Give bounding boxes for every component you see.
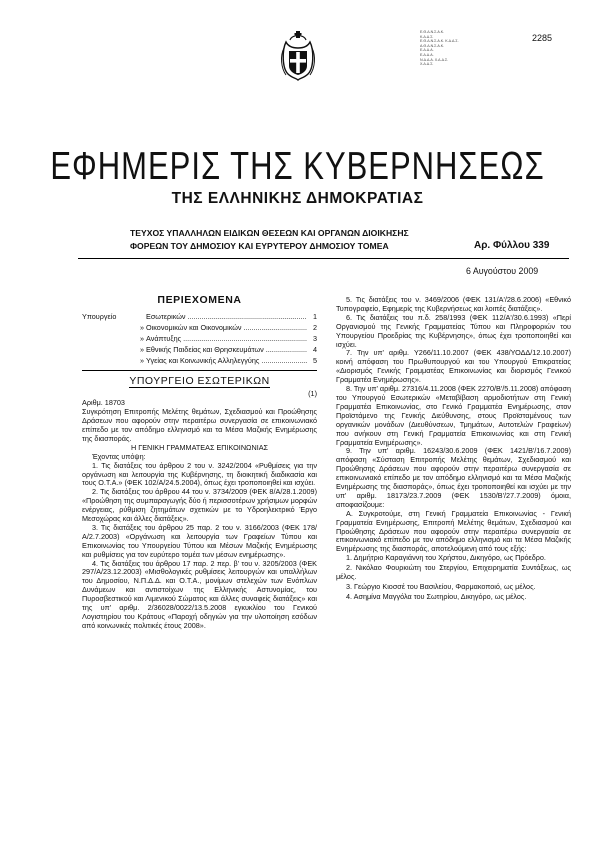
toc-page: 3 (312, 333, 317, 343)
committee-member: 1. Δημήτριο Καραγιάννη του Χρήστου, Δικηγόρο, ως Πρόεδρο. (346, 553, 546, 563)
decision-title: Συγκρότηση Επιτροπής Μελέτης θεμάτων, Σχεδιασμού και Προώθησης Δράσεων που αφορούν στην περαιτέρω συνεργασία σε επικοινωνιακό επίπεδο με τον απόδημο ελληνισμό και τα Μέσα Μαζικής Ενημέρωσης της διασποράς. (82, 407, 317, 443)
toc-row (82, 324, 317, 333)
toc-category: Υπουργείο (82, 311, 117, 321)
toc-mark: » (139, 322, 145, 332)
stamp-line: Ε.Δ.Δ.Α. (420, 52, 434, 57)
issue-series-line-1: ΤΕΥΧΟΣ ΥΠΑΛΛΗΛΩΝ ΕΙΔΙΚΩΝ ΘΕΣΕΩΝ ΚΑΙ ΟΡΓΑΝΩΝ ΔΙΟΙΚΗΣΗΣ (130, 228, 409, 238)
toc-page: 5 (312, 355, 317, 365)
toc-title: Ανάπτυξης ..... (146, 335, 307, 344)
stamp-line: Χ.Δ.Δ.Σ. (420, 62, 434, 67)
reference-number: (1) (308, 389, 317, 399)
ministry-heading (82, 377, 317, 386)
committee-member: 3. Γεώργιο Κιοσσέ του Βασιλείου, Φαρμακοποιό, ως μέλος. (346, 582, 536, 591)
stamp-line: Ν.Δ.Δ.Α. Χ.Δ.Δ.Σ. (420, 57, 449, 62)
stamp-line: Ε.Θ.Δ.Ν.Σ.Α.Κ. (420, 30, 445, 34)
toc-category (82, 346, 138, 355)
toc-row (82, 346, 317, 355)
stamp-line: Ε.Δ.Δ.Α. (420, 48, 434, 53)
legal-basis-paragraph: 9. Την υπ' αριθμ. 16243/30.6.2009 (ΦΕΚ 1421/Β'/16.7.2009) απόφαση «Σύσταση Επιτροπής Μελέτης θεμάτων, Σχεδιασμού και Προώθησης Δράσεων που αφορούν στην περαιτέρω συνεργασία σε επικοινωνιακό επίπεδο με τον απόδημο ελληνισμό και τα Μέσα Μαζικής Ενημέρωσης της διασποράς», όπως έχει τροποποιηθεί και ισχύει με την υπ' αριθμ. 18173/23.7.2009 (ΦΕΚ 1530/Β'/27.7.2009) όμοια, αποφασίζουμε: (336, 446, 571, 509)
right-column (336, 296, 571, 603)
toc-title: Υγείας και Κοινωνικής Αλληλεγγύης ..... (146, 357, 307, 366)
issue-series-line-2: ΦΟΡΕΩΝ ΤΟΥ ΔΗΜΟΣΙΟΥ ΚΑΙ ΕΥΡΥΤΕΡΟΥ ΔΗΜΟΣΙΟΥ ΤΟΜΕΑ (130, 241, 389, 251)
publication-stamp (420, 30, 476, 67)
left-column (82, 296, 317, 631)
legal-basis-paragraph: 7. Την υπ' αριθμ. Υ266/11.10.2007 (ΦΕΚ 438/ΥΟΔΔ/12.10.2007) κοινή απόφαση του Πρωθυπουργού και του Υπουργού Επικρατείας «Διορισμός Γενικής Γραμματέας Επικοινωνίας και διορισμός Γενικού Γραμματέα Ενημέρωσης». (336, 348, 571, 385)
toc-category (82, 324, 138, 333)
ministry-heading-text: ΥΠΟΥΡΓΕΙΟ ΕΣΩΤΕΡΙΚΩΝ (129, 375, 270, 388)
toc-mark (138, 313, 146, 322)
committee-member: 2. Νικόλαο Φουρκιώτη του Στεργίου, Επιχειρηματία Συντάξεως, ως μέλος. (336, 563, 571, 582)
gazette-title: ΕΦΗΜΕΡΙΣ ΤΗΣ ΚΥΒΕΡΝΗΣΕΩΣ (50, 144, 545, 188)
toc-category (82, 335, 138, 344)
table-of-contents (82, 313, 317, 366)
toc-page: 4 (312, 344, 317, 354)
toc-row (82, 313, 317, 322)
toc-mark: » (139, 344, 145, 354)
decision-paragraph: Α. Συγκροτούμε, στη Γενική Γραμματεία Επικοινωνίας - Γενική Γραμματεία Ενημέρωσης, Επιτροπή Μελέτης θεμάτων, Σχεδιασμού και Προώθησης Δράσεων που αφορούν στην περαιτέρω συνεργασία σε επικοινωνιακό επίπεδο με τον απόδημο ελληνισμό και τα Μέσα Μαζικής Ενημέρωσης της διασποράς, αποτελούμενη από τους εξής: (336, 508, 571, 554)
gazette-subtitle: ΤΗΣ ΕΛΛΗΝΙΚΗΣ ΔΗΜΟΚΡΑΤΙΑΣ (171, 190, 424, 207)
committee-member: 4. Ασημίνα Μαγγόλα του Σωτηρίου, Δικηγόρο, ως μέλος. (346, 591, 527, 601)
sheet-number (474, 240, 549, 251)
considering-label: Έχοντας υπόψη: (92, 451, 146, 461)
sheet-label: Αρ. Φύλλου (474, 240, 530, 251)
legal-basis-paragraph: 2. Τις διατάξεις του άρθρου 44 του ν. 3734/2009 (ΦΕΚ 8/Α/28.1.2009) «Προώθηση της συμπαραγωγής δύο ή περισσοτέρων χρήσιμων μορφών ενέργειας, ρύθμιση ζητημάτων σχετικών με το Υδροηλεκτρικό Έργο Μεσοχώρας και άλλες διατάξεις». (82, 487, 317, 524)
legal-basis-paragraph: 4. Τις διατάξεις του άρθρου 17 παρ. 2 περ. β' του ν. 3205/2003 (ΦΕΚ 297/Α/23.12.2003) «Μισθολογικές ρυθμίσεις λειτουργών και υπαλλήλων του Δημοσίου, Ν.Π.Δ.Δ. και Ο.Τ.Α., μονίμων στελεχών των Ενόπλων Δυνάμεων και αντιστοίχων της Ελληνικής Αστυνομίας, του Πυροσβεστικού και Λιμενικού Σώματος και άλλες συναφείς διατάξεις» και της υπ' αριθμ. 2/36028/0022/13.5.2008 εγκυκλίου του Γενικού Λογιστηρίου του Κράτους «Παροχή οδηγιών για την υλοποίηση εσόδων από κοινωνικές πολιτικές έτους 2008». (82, 558, 317, 630)
stamp-line: Α.Θ.Δ.Ν.Σ.Α.Κ. (420, 43, 445, 48)
header-divider (78, 258, 569, 259)
legal-basis-paragraph: 1. Τις διατάξεις του άρθρου 2 του ν. 3242/2004 «Ρυθμίσεις για την οργάνωση και λειτουργία της Κυβέρνησης, τη διοικητική διαδικασία και τους Ο.Τ.Α.» (ΦΕΚ 102/Α/24.5.2004), όπως έχει τροποποιηθεί και ισχύει. (82, 460, 317, 488)
legal-basis-paragraph: 6. Τις διατάξεις του π.δ. 258/1993 (ΦΕΚ 112/Α'/30.6.1993) «Περί Οργανισμού της Γενικής Γραμματείας Τύπου και Πληροφοριών του Υπουργείου Προεδρίας της Κυβέρνησης», όπως έχει τροποποιηθεί και ισχύει. (336, 312, 571, 349)
legal-basis-paragraph: 5. Τις διατάξεις του ν. 3469/2006 (ΦΕΚ 131/Α'/28.6.2006) «Εθνικό Τυπογραφείο, Εφημερίς της Κυβερνήσεως και λοιπές διατάξεις». (336, 295, 571, 313)
toc-title: Εσωτερικών ..... (146, 313, 307, 322)
greek-coat-of-arms-icon (278, 28, 318, 84)
toc-heading: ΠΕΡΙΕΧΟΜΕΝΑ (157, 294, 242, 306)
decision-number: Αριθμ. 18703 (82, 398, 125, 408)
issue-date: 6 Αυγούστου 2009 (466, 266, 539, 276)
toc-title: Εθνικής Παιδείας και Θρησκευμάτων ..... (146, 346, 307, 355)
legal-basis-paragraph: 8. Την υπ' αριθμ. 27316/4.11.2008 (ΦΕΚ 2270/Β'/5.11.2008) απόφαση του Υπουργού Εσωτερικών «Μεταβίβαση αρμοδιοτήτων στη Γενική Γραμματέα Επικοινωνίας, στο Γενικό Γραμματέα Ενημέρωσης, στον Προϊστάμενο της Γενικής Διεύθυνσης, στους Προϊσταμένους των οργανικών μονάδων (Διευθύνσεων, Τμημάτων, Αυτοτελών Γραφείων) που ανήκουν στη Γενική Γραμματεία Επικοινωνίας και στη Γενική Γραμματεία Ενημέρωσης». (336, 384, 571, 447)
toc-row (82, 335, 317, 344)
toc-mark: » (139, 333, 145, 343)
toc-row (82, 357, 317, 366)
toc-page: 1 (312, 311, 317, 321)
issuing-authority: Η ΓΕΝΙΚΗ ΓΡΑΜΜΑΤΕΑΣ ΕΠΙΚΟΙΝΩΝΙΑΣ (130, 442, 269, 452)
stamp-line: Κ.Δ.Δ.Σ. (420, 34, 434, 39)
sheet-value: 339 (532, 240, 550, 251)
toc-divider (82, 370, 317, 371)
page-number: 2285 (532, 33, 553, 43)
stamp-line: Ε.Θ.Δ.Ν.Σ.Α.Κ. Κ.Δ.Δ.Σ. (420, 39, 459, 44)
toc-category (82, 357, 138, 366)
toc-page: 2 (312, 322, 317, 332)
legal-basis-paragraph: 3. Τις διατάξεις του άρθρου 25 παρ. 2 του ν. 3166/2003 (ΦΕΚ 178/Α/2.7.2003) «Οργάνωση και λειτουργία των Γραφείων Τύπου και Επικοινωνίας του Υπουργείου Τύπου και Μέσων Μαζικής Ενημέρωσης και ρυθμίσεις για τον ευρύτερο τομέα των μέσων ενημέρωσης». (82, 522, 317, 559)
toc-mark: » (139, 355, 145, 365)
toc-title: Οικονομικών και Οικονομικών ..... (146, 324, 307, 333)
